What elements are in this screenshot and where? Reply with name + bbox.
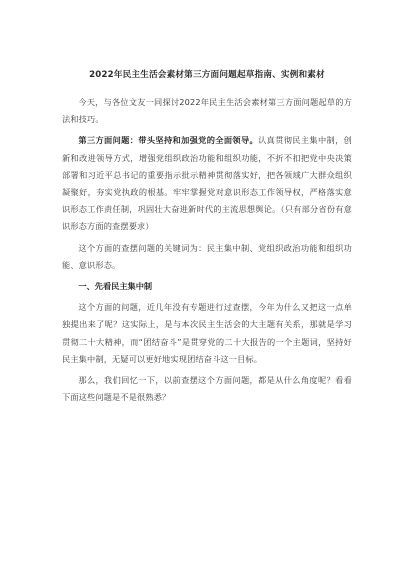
section3-body: 认真贯彻民主集中制，创新和改进领导方式，增强党组织政治功能和组织功能，不折不扣把党中央决策部署和习近平总书记的重要指示批示精神贯彻落实好，把各领域广大群众组织凝聚好，夯实党执政的根基。牢牢掌握党对意识形态工作领导权，严格落实意识形态工作责任制，巩固壮大奋进新时代的主流思想舆论。（只有部分省份有意识形态方面的查摆要求） xyxy=(62,135,352,232)
document-title: 2022年民主生活会素材第三方面问题起草指南、实例和素材 xyxy=(89,70,325,80)
democracy-paragraph: 这个方面的问题，近几年没有专题进行过查摆，今年为什么又把这一点单独提出来了呢？这实际上，是与本次民主生活会的大主题有关系，那就是学习贯彻二十大精神，而“团结奋斗”是贯穿党的二十大报告的一个主题词，坚持好民主集中制，无疑可以更好地实现团结奋斗这一目标。 xyxy=(62,302,352,364)
section-heading-democracy: 一、先看民主集中制 xyxy=(78,281,153,292)
section3-paragraph xyxy=(62,132,352,235)
section3-lead: 第三方面问题：带头坚持和加强党的全面领导。 xyxy=(78,135,259,146)
question-paragraph: 那么，我们回忆一下，以前查摆这个方面问题，都是从什么角度呢？看看下面这些问题是不是很熟悉？ xyxy=(62,375,352,403)
intro-paragraph: 今天，与各位文友一同探讨2022年民主生活会素材第三方面问题起草的方法和技巧。 xyxy=(62,97,352,125)
keywords-paragraph: 这个方面的查摆问题的关键词为：民主集中制、党组织政治功能和组织功能、意识形态。 xyxy=(62,242,352,270)
